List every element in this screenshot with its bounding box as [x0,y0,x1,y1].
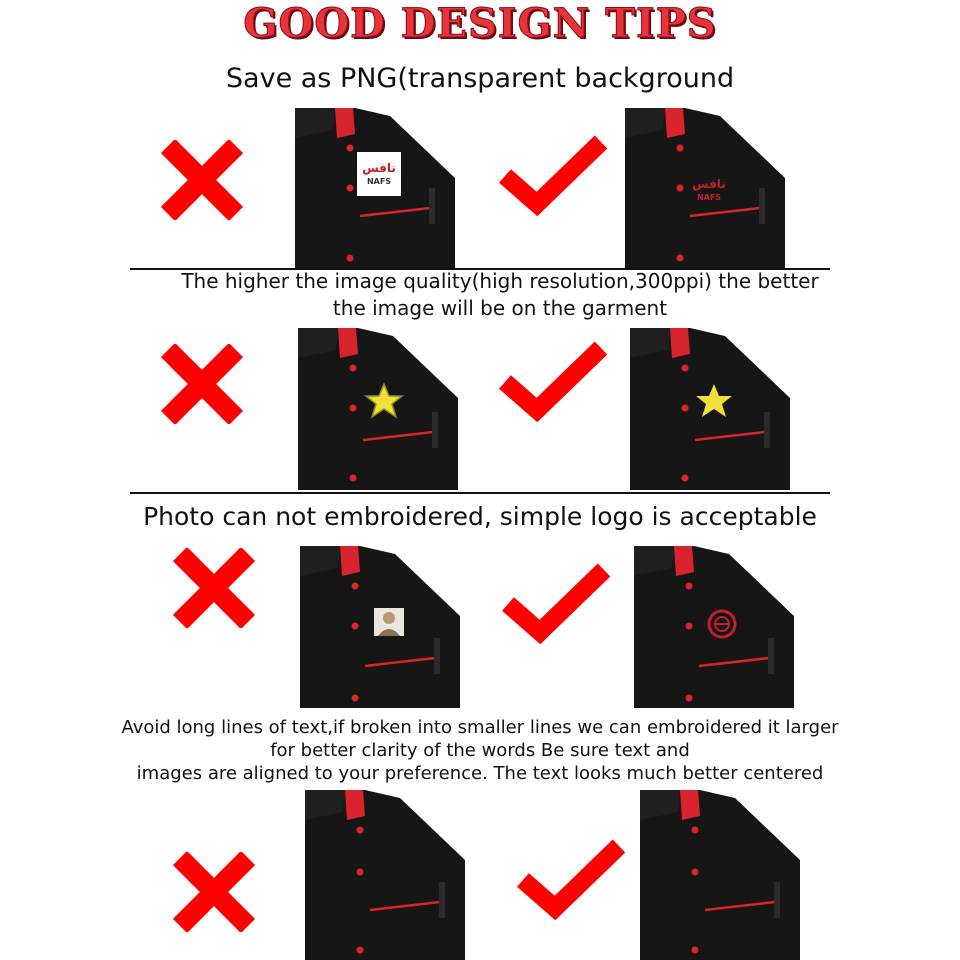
jacket-photo-wrong-3 [300,546,460,708]
caption-line: Avoid long lines of text,if broken into smaller lines we can embroidered it larger [121,717,839,738]
red-check-icon [497,132,609,216]
chef-jacket-image [300,546,460,708]
section-2-caption [150,268,850,322]
jacket-photo-wrong-1 [295,108,455,270]
page-title: GOOD DESIGN TIPS [243,0,717,47]
jacket-photo-right-3 [634,546,794,708]
chef-jacket-image [305,790,465,960]
jacket-photo-right-4 [640,790,800,960]
chef-jacket-image [630,328,790,490]
chef-jacket-image [625,108,785,270]
jacket-photo-wrong-4 [305,790,465,960]
section-1-caption: Save as PNG(transparent background [225,63,735,94]
caption-line: the image will be on the garment [332,296,668,320]
red-check-icon [515,836,627,920]
red-cross-icon [160,140,244,220]
chef-jacket-image [298,328,458,490]
chef-jacket-image [295,108,455,270]
section-3-caption: Photo can not embroidered, simple logo is acceptable [143,502,817,531]
chef-jacket-image [634,546,794,708]
svg-text:NAFS: NAFS [696,193,722,202]
red-check-icon [500,560,612,644]
red-cross-icon [172,548,256,628]
red-cross-icon [160,344,244,424]
red-cross-icon [172,852,256,932]
chef-jacket-image [640,790,800,960]
red-check-icon [497,338,609,422]
section-divider [130,492,830,494]
caption-line: for better clarity of the words Be sure text and [270,740,690,761]
caption-line: The higher the image quality(high resolution,300ppi) the better [181,269,819,293]
svg-text:NAFS: NAFS [366,177,392,186]
jacket-photo-right-2 [630,328,790,490]
svg-text:نافس: نافس [362,161,396,175]
caption-line: images are aligned to your preference. The text looks much better centered [136,763,824,784]
svg-text:نافس: نافس [692,177,726,191]
jacket-photo-wrong-2 [298,328,458,490]
section-4-caption [110,716,850,785]
jacket-photo-right-1 [625,108,785,270]
